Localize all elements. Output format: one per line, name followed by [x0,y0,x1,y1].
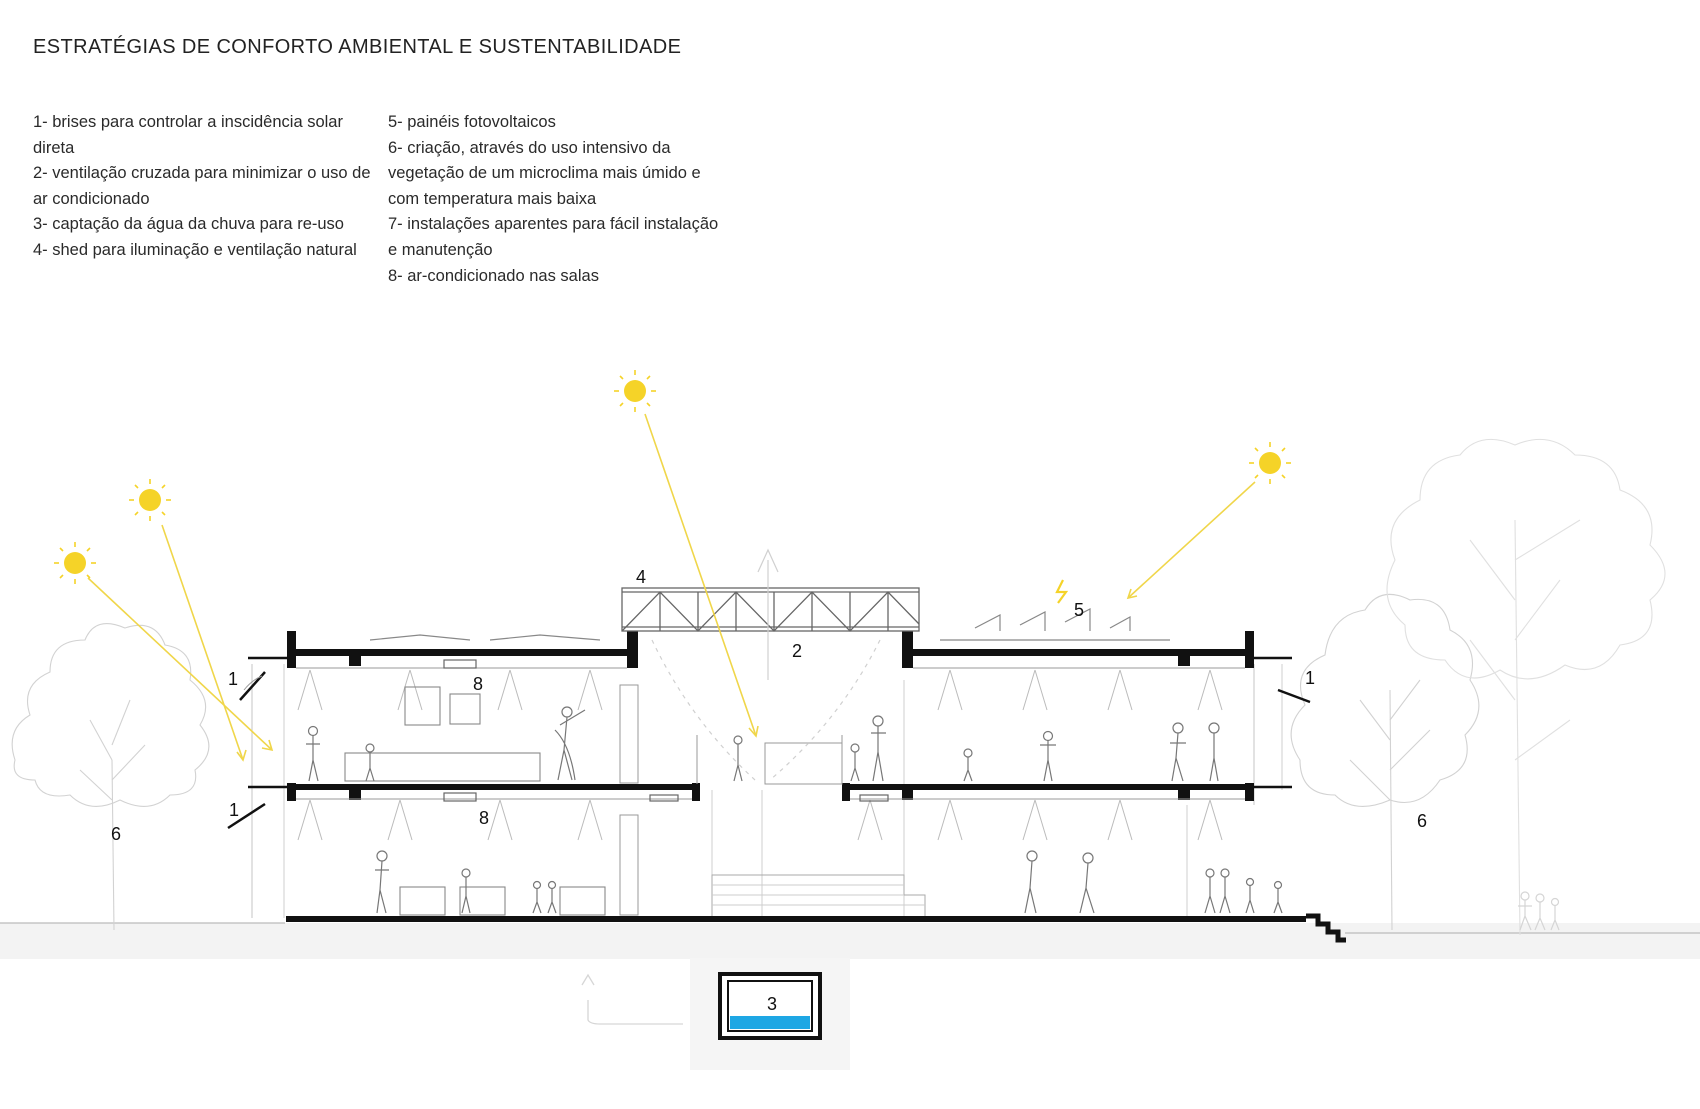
marker-3-cistern: 3 [766,994,778,1014]
diagram-title: ESTRATÉGIAS DE CONFORTO AMBIENTAL E SUSTENTABILIDADE [33,36,682,58]
legend-item-2: 2- ventilação cruzada para minimizar o uso de ar condicionado [33,164,371,208]
marker-6-vegetation-right: 6 [1416,811,1428,831]
marker-1-brise-upper: 1 [227,669,239,689]
sun-ray-arrows [88,414,1255,760]
marker-5-solar-panels: 5 [1073,600,1085,620]
lightning-icon [1057,580,1066,603]
marker-1-brise-right: 1 [1304,668,1316,688]
ceiling-fixtures [298,670,1222,840]
ventilation-arrow [652,550,880,780]
legend-item-4: 4- shed para iluminação e ventilação natural [33,240,357,259]
tree-left [12,624,209,930]
legend-item-3: 3- captação da água da chuva para re-uso [33,215,344,234]
people-inside [306,707,1282,913]
marker-8-ac-upper: 8 [472,674,484,694]
brises [228,672,1310,828]
marker-2-ventilation: 2 [791,641,803,661]
marker-4-shed: 4 [635,567,647,587]
ac-units [444,660,888,801]
legend-item-6: 6- criação, através do uso intensivo da vegetação de um microclima mais úmido e com temperatura mais baixa [388,138,701,208]
legend-item-7: 7- instalações aparentes para fácil instalação e manutenção [388,215,719,259]
sun-icon [129,479,171,521]
legend-item-5: 5- painéis fotovoltaicos [388,113,556,131]
tree-right-small [1291,594,1479,930]
shed-roof [622,588,919,631]
legend-item-8: 8- ar-condicionado nas salas [388,266,599,285]
tree-right-large [1387,439,1665,935]
marker-8-ac-lower: 8 [478,808,490,828]
ground [0,923,1700,1070]
sun-icon [1249,442,1291,484]
sun-icon [614,370,656,412]
solar-panels [370,609,1170,640]
marker-6-vegetation-left: 6 [110,824,122,844]
legend-item-1: 1- brises para controlar a inscidência solar direta [33,113,343,157]
marker-1-brise-lower: 1 [228,800,240,820]
sun-icon [54,542,96,584]
